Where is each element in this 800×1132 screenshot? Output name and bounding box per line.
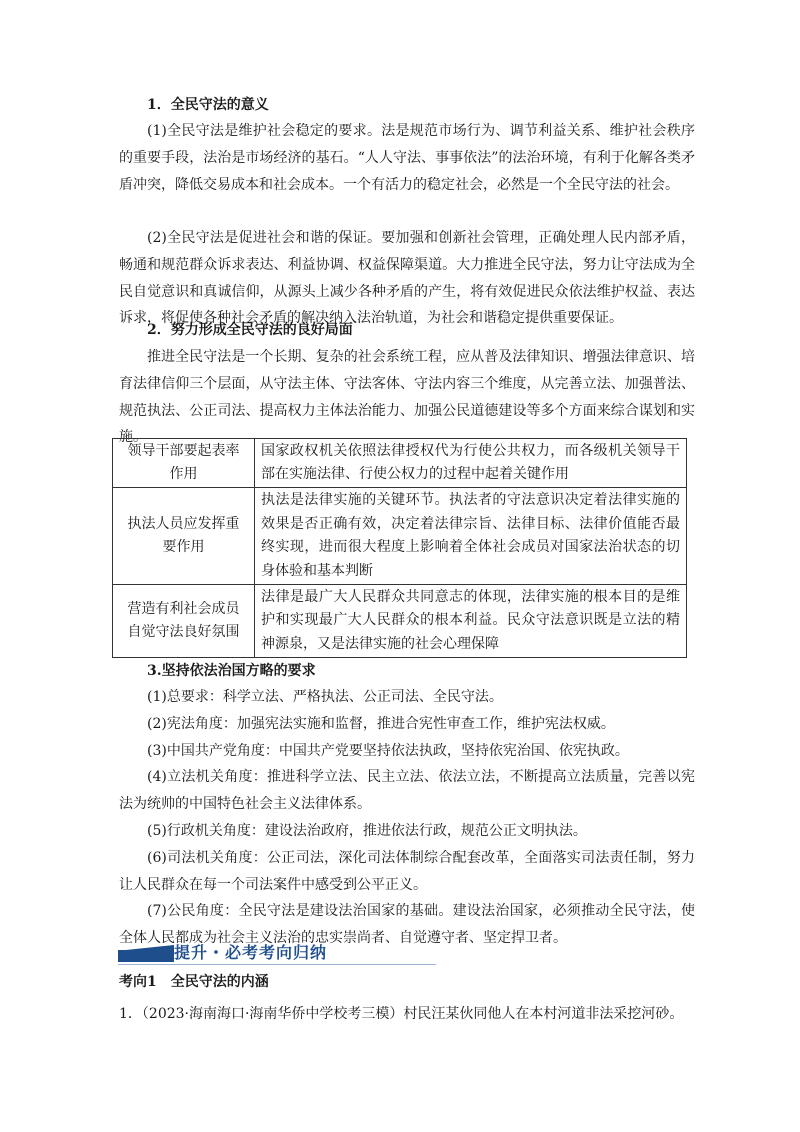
list-item: (3)中国共产党角度：中国共产党要坚持依法执政，坚持依宪治国、依宪执政。 [147, 742, 629, 759]
table-row [113, 439, 687, 488]
measures-table [112, 438, 687, 658]
list-item: (4)立法机关角度：推进科学立法、民主立法、依法立法，不断提高立法质量，完善以宪法为统帅的中国特色社会主义法律体系。 [119, 769, 695, 813]
section2-heading: 2．努力形成全民守法的良好局面 [147, 322, 353, 338]
question-1: 1．（2023·海南海口·海南华侨中学校考三模）村民汪某伙同他人在本村河道非法采挖河砂。 [119, 1006, 684, 1022]
table-value-cell: 国家政权机关依照法律授权代为行使公共权力，而各级机关领导干部在实施法律、行使公权力的过程中起着关键作用 [255, 439, 687, 488]
section1-heading: 1．全民守法的意义 [147, 97, 269, 113]
table-value-cell: 法律是最广大人民群众共同意志的体现，法律实施的根本目的是维护和实现最广大人民群众的根本利益。民众守法意识既是立法的精神源泉，又是法律实施的社会心理保障 [255, 585, 687, 658]
list-item: (1)总要求：科学立法、严格执法、公正司法、全民守法。 [147, 689, 503, 705]
section-banner [118, 940, 436, 966]
list-item: (5)行政机关角度：建设法治政府，推进依法行政，规范公正文明执法。 [147, 822, 587, 839]
section3-heading: 3.坚持依法治国方略的要求 [147, 663, 316, 679]
list-item: (2)宪法角度：加强宪法实施和监督，推进合宪性审查工作，维护宪法权威。 [147, 715, 615, 732]
banner-title: 提升・必考考向归纳 [174, 943, 328, 962]
banner-bar [118, 950, 174, 962]
table-key-cell: 营造有利社会成员自觉守法良好氛围 [113, 585, 255, 658]
section1-paragraph-2: (2)全民守法是促进社会和谐的保证。要加强和创新社会管理，正确处理人民内部矛盾，畅通和规范群众诉求表达、利益协调、权益保障渠道。大力推进全民守法，努力让守法成为全民自觉意识和真诚信仰，从源头上减少各种矛盾的产生，将有效促进民众依法维护权益、表达诉求，将促使各种社会矛盾的解决纳入法治轨道，为社会和谐稳定提供重要保证。 [119, 230, 695, 327]
section1-paragraph-1: (1)全民守法是维护社会稳定的要求。法是规范市场行为、调节利益关系、维护社会秩序的重要手段，法治是市场经济的基石。“人人守法、事事依法”的法治环境，有利于化解各类矛盾冲突，降低交易成本和社会成本。一个有活力的稳定社会，必然是一个全民守法的社会。 [119, 123, 695, 193]
list-item: (7)公民角度：全民守法是建设法治国家的基础。建设法治国家，必须推动全民守法，使全体人民都成为社会主义法治的忠实崇尚者、自觉遵守者、坚定捍卫者。 [119, 903, 695, 947]
banner-rule [118, 964, 436, 965]
table-row [113, 488, 687, 585]
section2-paragraph: 推进全民守法是一个长期、复杂的社会系统工程，应从普及法律知识、增强法律意识、培育法律信仰三个层面，从守法主体、守法客体、守法内容三个维度，从完善立法、加强普法、规范执法、公正司法、提高权力主体法治能力、加强公民道德建设等多个方面来综合谋划和实施。 [119, 349, 695, 446]
requirements-list [119, 684, 695, 952]
table-value-cell: 执法是法律实施的关键环节。执法者的守法意识决定着法律实施的效果是否正确有效，决定着法律宗旨、法律目标、法律价值能否最终实现，进而很大程度上影响着全体社会成员对国家法治状态的切身体验和基本判断 [255, 488, 687, 585]
table-row [113, 585, 687, 658]
table-key-cell: 执法人员应发挥重要作用 [113, 488, 255, 585]
table-key-cell: 领导干部要起表率作用 [113, 439, 255, 488]
list-item: (6)司法机关角度：公正司法，深化司法体制综合配套改革，全面落实司法责任制，努力让人民群众在每一个司法案件中感受到公平正义。 [119, 849, 695, 893]
kaoxiang-heading: 考向1 全民守法的内涵 [119, 974, 269, 990]
